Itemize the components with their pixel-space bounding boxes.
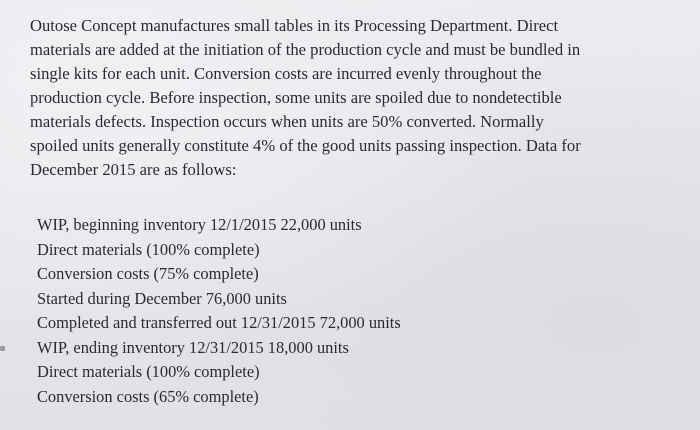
- problem-paragraph: [30, 14, 690, 182]
- paragraph-line: December 2015 are as follows:: [30, 160, 237, 179]
- data-item: Completed and transferred out 12/31/2015 72,000 units: [37, 313, 401, 332]
- data-item: Direct materials (100% complete): [37, 239, 260, 259]
- data-item: WIP, beginning inventory 12/1/2015 22,000 units: [37, 215, 362, 234]
- december-data-list: [37, 213, 677, 409]
- data-item: Started during December 76,000 units: [37, 288, 287, 308]
- paragraph-line: single kits for each unit. Conversion costs are incurred evenly throughout the: [30, 64, 542, 83]
- edge-mark: [0, 346, 5, 351]
- data-item: Conversion costs (65% complete): [37, 386, 259, 406]
- paragraph-line: materials defects. Inspection occurs when units are 50% converted. Normally: [30, 112, 544, 131]
- paragraph-line: production cycle. Before inspection, some units are spoiled due to nondetectible: [30, 88, 562, 107]
- paragraph-line: materials are added at the initiation of the production cycle and must be bundled in: [30, 40, 581, 59]
- paragraph-line: spoiled units generally constitute 4% of the good units passing inspection. Data for: [30, 136, 581, 155]
- data-item: Conversion costs (75% complete): [37, 264, 259, 283]
- paragraph-line: Outose Concept manufactures small tables in its Processing Department. Direct: [30, 16, 559, 35]
- data-item: WIP, ending inventory 12/31/2015 18,000 units: [37, 337, 349, 357]
- data-item: Direct materials (100% complete): [37, 362, 260, 381]
